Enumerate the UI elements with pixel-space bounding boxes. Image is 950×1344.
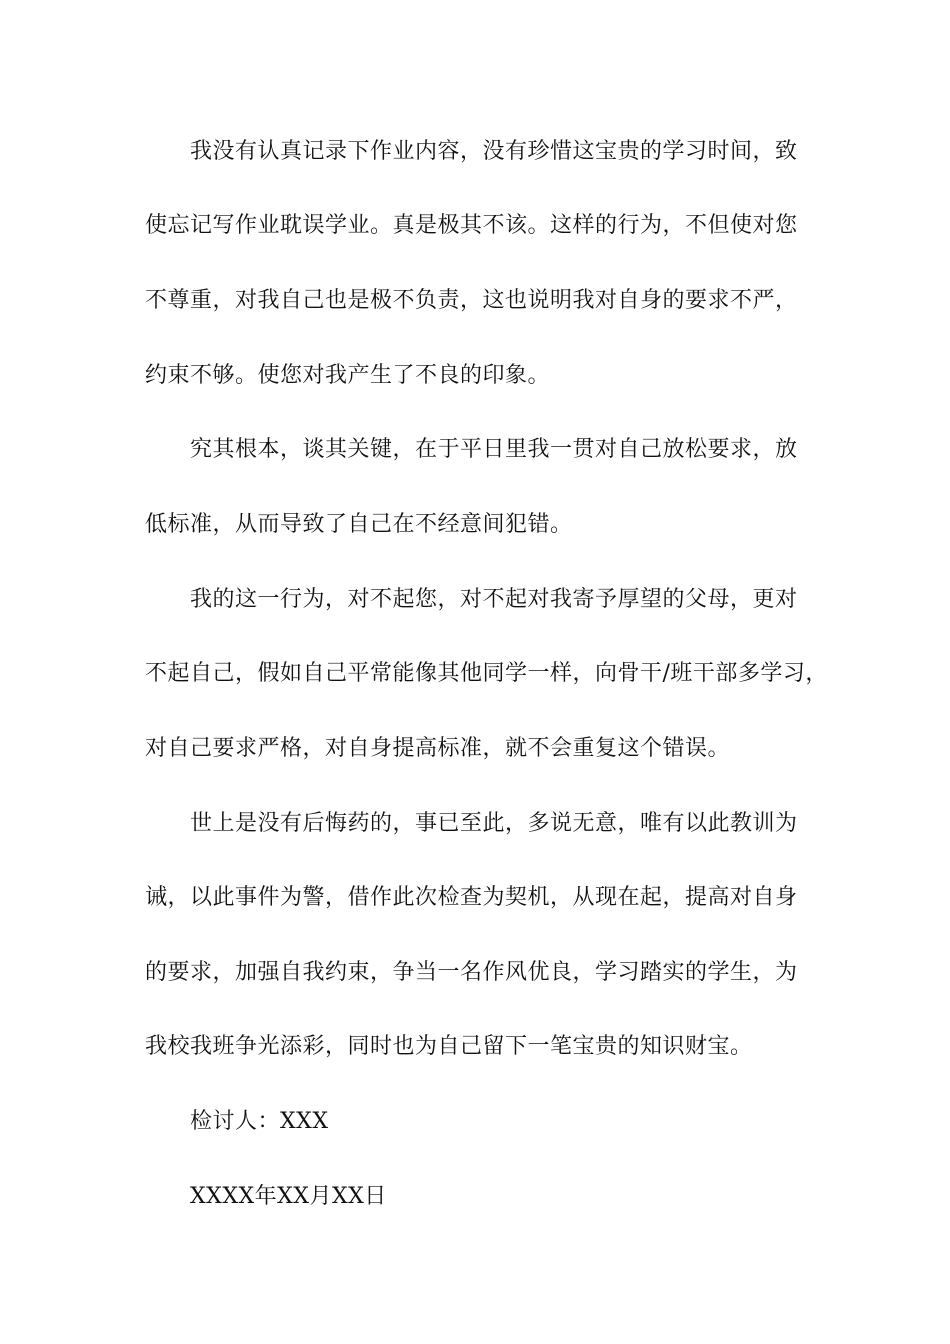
date: XXXX年XX月XX日: [190, 1184, 387, 1209]
paragraph-2-line-2: 低标准，从而导致了自己在不经意间犯错。: [145, 512, 573, 537]
paragraph-4-line-4: 我校我班争光添彩，同时也为自己留下一笔宝贵的知识财宝。: [145, 1034, 753, 1059]
paragraph-3-line-1: 我的这一行为，对不起您，对不起对我寄予厚望的父母，更对: [190, 587, 798, 612]
signature: 检讨人：XXX: [190, 1109, 329, 1134]
paragraph-1-line-4: 约束不够。使您对我产生了不良的印象。: [145, 363, 551, 388]
paragraph-4-line-2: 诫，以此事件为警，借作此次检查为契机，从现在起，提高对自身: [145, 885, 798, 910]
paragraph-4-line-1: 世上是没有后悔药的，事已至此，多说无意，唯有以此教训为: [190, 811, 798, 836]
paragraph-3-line-3: 对自己要求严格，对自身提高标准，就不会重复这个错误。: [145, 736, 731, 761]
paragraph-4-line-3: 的要求，加强自我约束，争当一名作风优良，学习踏实的学生，为: [145, 960, 798, 985]
paragraph-3-line-2: 不起自己，假如自己平常能像其他同学一样，向骨干/班干部多学习，: [145, 661, 828, 686]
paragraph-1-line-3: 不尊重，对我自己也是极不负责，这也说明我对自身的要求不严，: [145, 288, 798, 313]
paragraph-2-line-1: 究其根本，谈其关键，在于平日里我一贯对自己放松要求，放: [190, 437, 798, 462]
paragraph-1-line-1: 我没有认真记录下作业内容，没有珍惜这宝贵的学习时间，致: [190, 139, 798, 164]
paragraph-1-line-2: 使忘记写作业耽误学业。真是极其不该。这样的行为，不但使对您: [145, 213, 798, 238]
